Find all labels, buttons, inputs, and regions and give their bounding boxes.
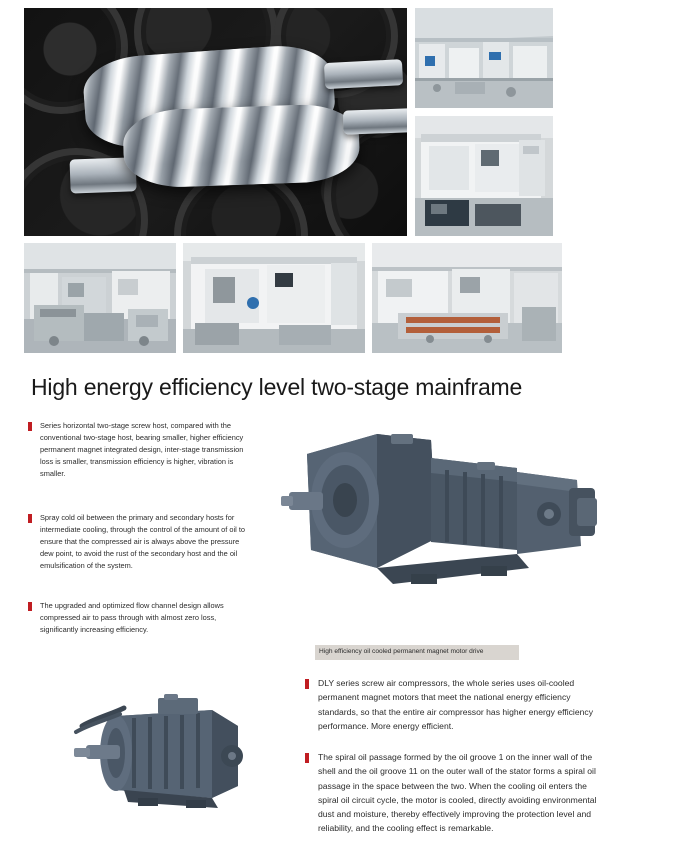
rotor-shaft [343, 108, 407, 134]
mainframe-illustration [281, 418, 601, 618]
factory-photo-3-graphic [24, 243, 176, 353]
factory-photo-5-graphic [372, 243, 562, 353]
feature-item-2: Spray cold oil between the primary and secondary hosts for intermediate cooling, through the control of the amount of oil to ensure that the compressed air is always above the pressure dew point, to avoid the rust of the secondary host and the oil emulsification of the system. [28, 512, 252, 572]
mainframe-illustration-graphic [281, 418, 601, 618]
female-rotor [122, 103, 361, 189]
motor-illustration-graphic [62, 690, 272, 815]
factory-photo-2 [415, 116, 553, 236]
factory-photo-3 [24, 243, 176, 353]
feature-item-1: Series horizontal two-stage screw host, compared with the conventional two-stage host, bearing smaller, higher efficiency permanent magnet integrated design, inter-stage transmission loss is smaller, transmission efficiency is higher, vibration is smaller. [28, 420, 252, 480]
feature-item-3: The upgraded and optimized flow channel design allows compressed air to pass through with almost zero loss, significantly increasing efficiency. [28, 600, 252, 636]
motor-feature-item-1: DLY series screw air compressors, the whole series uses oil-cooled permanent magnet motors that meet the national energy efficiency standards, so that the entire air compressor has higher energy efficiency performance. More energy efficient. [305, 676, 608, 733]
hero-screw-rotor-image [24, 8, 407, 236]
factory-photo-4-graphic [183, 243, 365, 353]
factory-photo-1 [415, 8, 553, 108]
page-title: High energy efficiency level two-stage mainframe [31, 374, 523, 400]
motor-label: High efficiency oil cooled permanent magnet motor drive [315, 645, 519, 660]
rotor-shaft [324, 59, 403, 89]
motor-feature-item-2: The spiral oil passage formed by the oil groove 1 on the inner wall of the shell and the oil groove 11 on the outer wall of the stator forms a spiral oil passage in the space between the two. When the cooling oil enters the spiral oil circuit cycle, the motor is cooled, directly avoiding environmental dust and moisture, thereby effectively improving the protection level and reliability, and the cooling effect is remarkable. [305, 750, 608, 836]
motor-illustration [62, 690, 272, 815]
factory-photo-1-graphic [415, 8, 553, 108]
factory-photo-5 [372, 243, 562, 353]
factory-photo-2-graphic [415, 116, 553, 236]
factory-photo-4 [183, 243, 365, 353]
